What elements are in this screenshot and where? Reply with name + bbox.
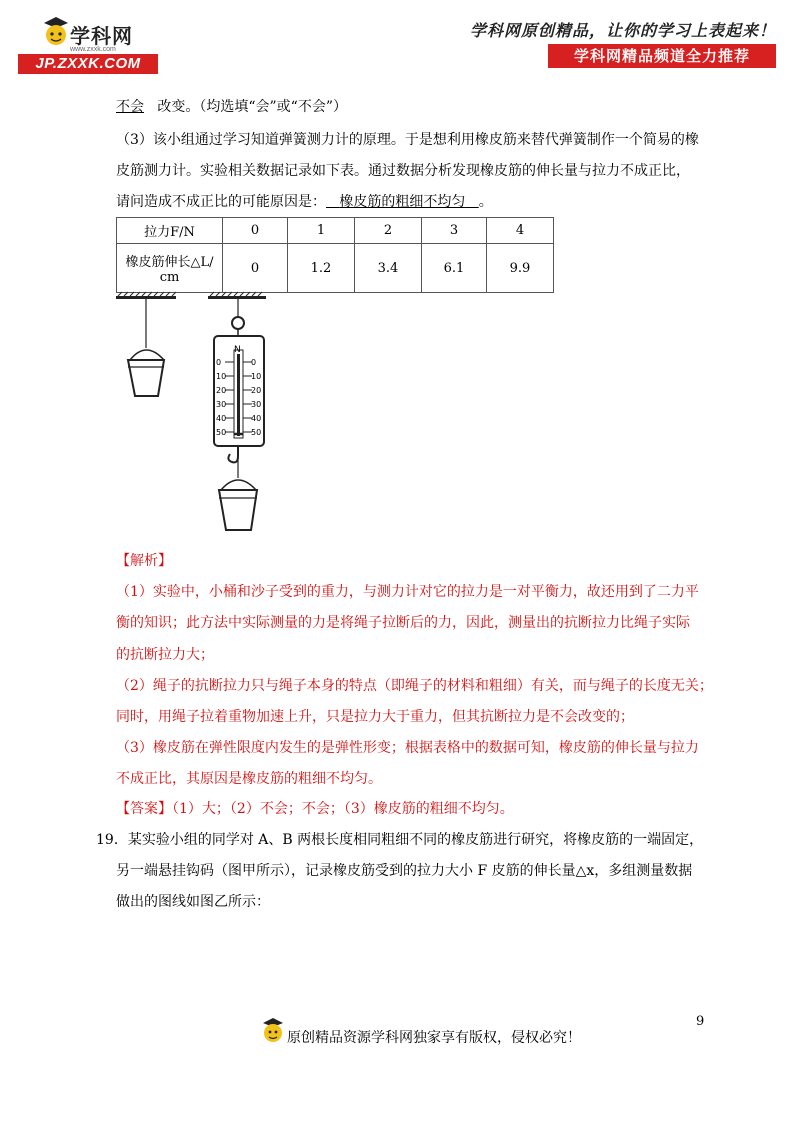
analysis-line-5: 同时，用绳子拉着重物加速上升，只是拉力大于重力，但其抗断拉力是不会改变的；	[116, 709, 634, 725]
q18-line-1	[116, 97, 347, 117]
mascot-icon	[40, 14, 70, 52]
analysis-line-3: 的抗断拉力大；	[116, 647, 214, 663]
scale-label: 30	[216, 400, 227, 409]
table-cell: 6.1	[422, 244, 487, 293]
scale-label: 50	[216, 428, 227, 437]
q18-line-3: 皮筋测力计。实验相关数据记录如下表。通过数据分析发现橡皮筋的伸长量与拉力不成正比，	[116, 163, 690, 179]
scale-label: 20	[251, 386, 262, 395]
right-ceiling	[208, 292, 266, 299]
answer-text: （1）大；（2）不会；不会；（3）橡皮筋的粗细不均匀。	[172, 801, 514, 817]
table-cell: 0	[223, 244, 288, 293]
table-cell: 1	[288, 218, 355, 244]
table-cell: 3.4	[355, 244, 422, 293]
experiment-figure	[108, 290, 288, 540]
scale-label: 0	[216, 358, 222, 367]
scale-unit: N	[234, 345, 241, 355]
hook-icon	[228, 446, 238, 462]
table-cell: 3	[422, 218, 487, 244]
analysis-line-7: 不成正比，其原因是橡皮筋的粗细不均匀。	[116, 771, 382, 787]
q18-line-2: （3）该小组通过学习知道弹簧测力计的原理。于是想利用橡皮筋来替代弹簧制作一个简易的橡	[116, 132, 699, 148]
table-cell: 2	[355, 218, 422, 244]
scale-label: 10	[216, 372, 227, 381]
left-bucket	[128, 350, 164, 396]
scale-label: 0	[251, 358, 257, 367]
scale-label: 50	[251, 428, 262, 437]
logo-name: 学科网	[70, 24, 133, 48]
right-bucket	[219, 480, 257, 530]
scale-label: 40	[216, 414, 227, 423]
data-table	[116, 217, 554, 293]
q18-line-4: 请问造成不成正比的可能原因是： 橡皮筋的粗细不均匀 。	[116, 194, 493, 210]
q19-line-1: 19．某实验小组的同学对 A、B 两根长度相同粗细不同的橡皮筋进行研究，将橡皮筋的一端固定，	[96, 832, 704, 848]
page-number: 9	[696, 1014, 705, 1029]
site-logo[interactable]	[18, 12, 160, 74]
table-cell: 0	[223, 218, 288, 244]
table-row	[117, 218, 554, 244]
analysis-line-2: 衡的知识；此方法中实际测量的力是将绳子拉断后的力，因此，测量出的抗断拉力比绳子实际	[116, 615, 690, 631]
table-header-cell: 拉力F/N	[117, 218, 223, 244]
channel-banner[interactable]: 学科网精品频道全力推荐	[548, 44, 776, 68]
table-row	[117, 244, 554, 293]
analysis-title: 【解析】	[116, 553, 172, 569]
header-slogan: 学科网原创精品，让你的学习上表起来！	[469, 21, 776, 40]
q18-line-4-text: 请问造成不成正比的可能原因是：	[116, 194, 326, 210]
table-cell: 9.9	[487, 244, 554, 293]
logo-url[interactable]: JP.ZXXK.COM	[18, 54, 158, 74]
mascot-icon	[260, 1015, 286, 1047]
scale-label: 20	[216, 386, 227, 395]
scale-label: 30	[251, 400, 262, 409]
left-ceiling	[116, 292, 176, 299]
answer-tag: 【答案】	[116, 801, 172, 817]
footer-copyright: 原创精品资源学科网独家享有版权，侵权必究！	[287, 1030, 581, 1046]
scale-label: 40	[251, 414, 262, 423]
table-cell: 4	[487, 218, 554, 244]
q19-line-3: 做出的图线如图乙所示：	[116, 894, 270, 910]
analysis-line-4: （2）绳子的抗断拉力只与绳子本身的特点（即绳子的材料和粗细）有关，而与绳子的长度无关；	[116, 678, 713, 694]
answer-line	[116, 799, 514, 819]
analysis-line-6: （3）橡皮筋在弹性限度内发生的是弹性形变；根据表格中的数据可知，橡皮筋的伸长量与拉力	[116, 740, 699, 756]
analysis-line-1: （1）实验中，小桶和沙子受到的重力，与测力计对它的拉力是一对平衡力，故还用到了二力平	[116, 584, 699, 600]
q18-line-1-text: 改变。（均选填“会”或“不会”）	[157, 99, 347, 115]
table-cell: 1.2	[288, 244, 355, 293]
scale-label: 10	[251, 372, 262, 381]
logo-sub: www.zxxk.com	[70, 46, 116, 53]
q19-line-2: 另一端悬挂钩码（图甲所示），记录橡皮筋受到的拉力大小 F 皮筋的伸长量△x，多组测量数据	[116, 863, 693, 879]
table-header-cell: 橡皮筋伸长△L/ cm	[117, 244, 223, 293]
q18-answer-blank-2: 橡皮筋的粗细不均匀	[339, 194, 466, 210]
q18-answer-blank-1: 不会	[116, 99, 144, 115]
